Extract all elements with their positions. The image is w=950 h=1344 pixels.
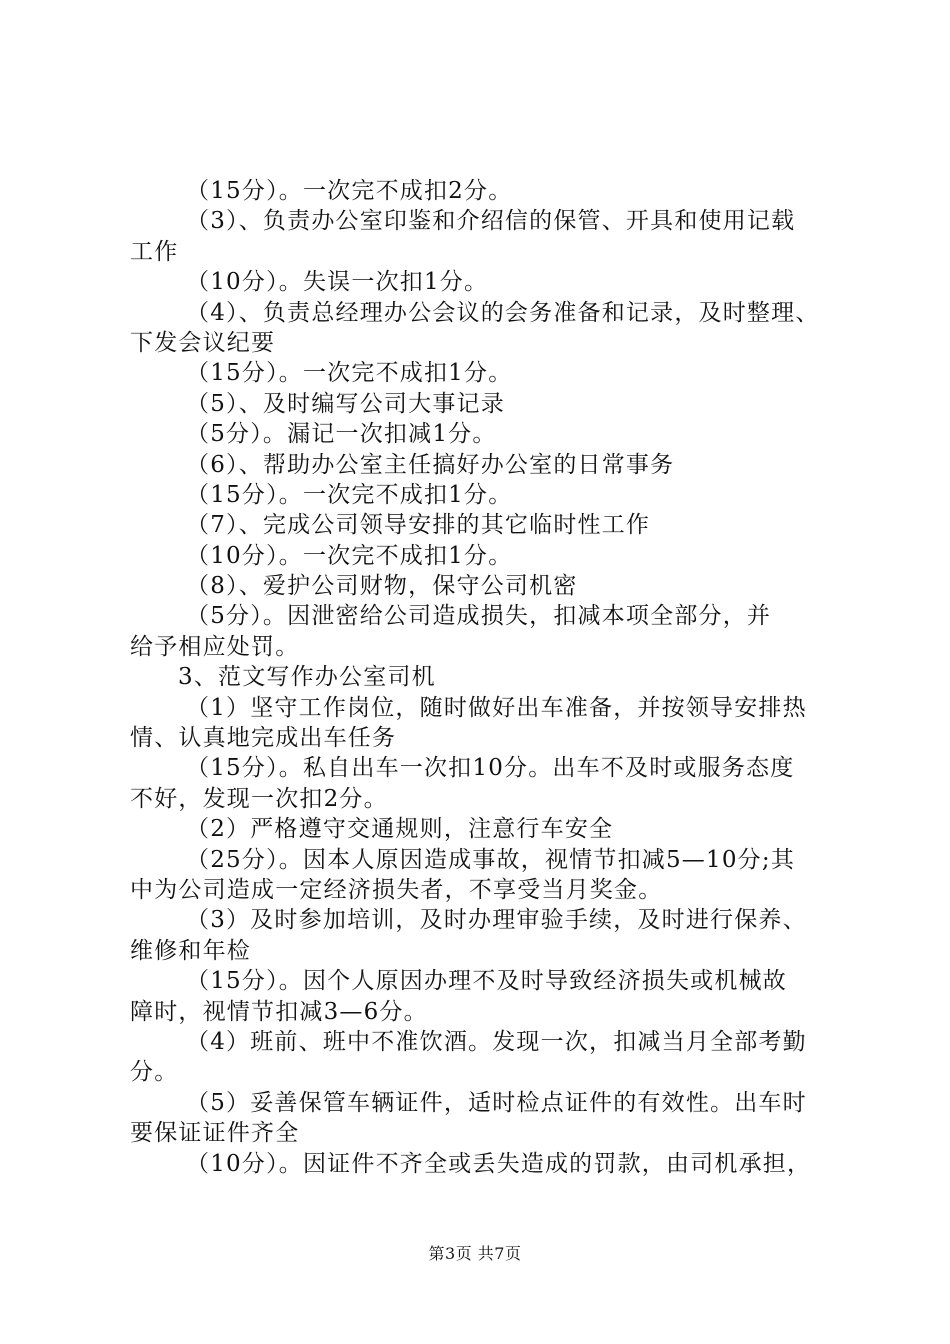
text-line: （5分）。漏记一次扣减1分。	[186, 421, 497, 448]
text-line: （10分）。因证件不齐全或丢失造成的罚款，由司机承担，	[186, 1150, 812, 1177]
text-line: （10分）。一次完不成扣1分。	[186, 542, 513, 569]
text-line: 给予相应处罚。	[130, 633, 300, 660]
text-line: （4）班前、班中不准饮酒。发现一次，扣减当月全部考勤	[186, 1028, 807, 1055]
text-line: （8）、爱护公司财物，保守公司机密	[186, 573, 578, 600]
text-line: （2）严格遵守交通规则，注意行车安全	[186, 816, 614, 843]
document-body	[130, 176, 835, 1179]
text-line: 不好，发现一次扣2分。	[130, 785, 388, 812]
text-line: （15分）。一次完不成扣2分。	[186, 178, 513, 204]
text-line: 要保证证件齐全	[130, 1120, 300, 1147]
text-line: 中为公司造成一定经济损失者，不享受当月奖金。	[130, 876, 663, 903]
text-line: 下发会议纪要	[130, 329, 276, 356]
text-line: （6）、帮助办公室主任搞好办公室的日常事务	[186, 451, 675, 478]
text-line: （15分）。一次完不成扣1分。	[186, 360, 513, 387]
text-line: （5分）。因泄密给公司造成损失，扣减本项全部分，并	[186, 603, 772, 630]
page-number-footer: 第3页 共7页	[428, 1244, 522, 1263]
text-line: （3）及时参加培训，及时办理审验手续，及时进行保养、	[186, 907, 807, 934]
text-line: （1）坚守工作岗位，随时做好出车准备，并按领导安排热	[186, 694, 807, 721]
text-line: （3）、负责办公室印鉴和介绍信的保管、开具和使用记载	[186, 208, 796, 235]
text-line: （5）、及时编写公司大事记录	[186, 390, 505, 417]
text-line: （7）、完成公司领导安排的其它临时性工作	[186, 512, 651, 539]
text-line: （4）、负责总经理办公会议的会务准备和记录，及时整理、	[186, 299, 820, 326]
text-line: （15分）。一次完不成扣1分。	[186, 481, 513, 508]
text-line: （15分）。私自出车一次扣10分。出车不及时或服务态度	[186, 755, 795, 782]
text-line: 情、认真地完成出车任务	[130, 725, 397, 752]
text-line: （10分）。失误一次扣1分。	[186, 269, 489, 296]
text-line: （5）妥善保管车辆证件，适时检点证件的有效性。出车时	[186, 1089, 807, 1116]
text-line: 分。	[130, 1059, 179, 1086]
text-line: 维修和年检	[130, 937, 251, 964]
text-line: 障时，视情节扣减3—6分。	[130, 998, 428, 1025]
text-line: （25分）。因本人原因造成事故，视情节扣减5—10分;其	[186, 846, 796, 873]
text-line: （15分）。因个人原因办理不及时导致经济损失或机械故	[186, 968, 787, 995]
text-line: 3、范文写作办公室司机	[178, 664, 436, 691]
text-line: 工作	[130, 238, 179, 265]
